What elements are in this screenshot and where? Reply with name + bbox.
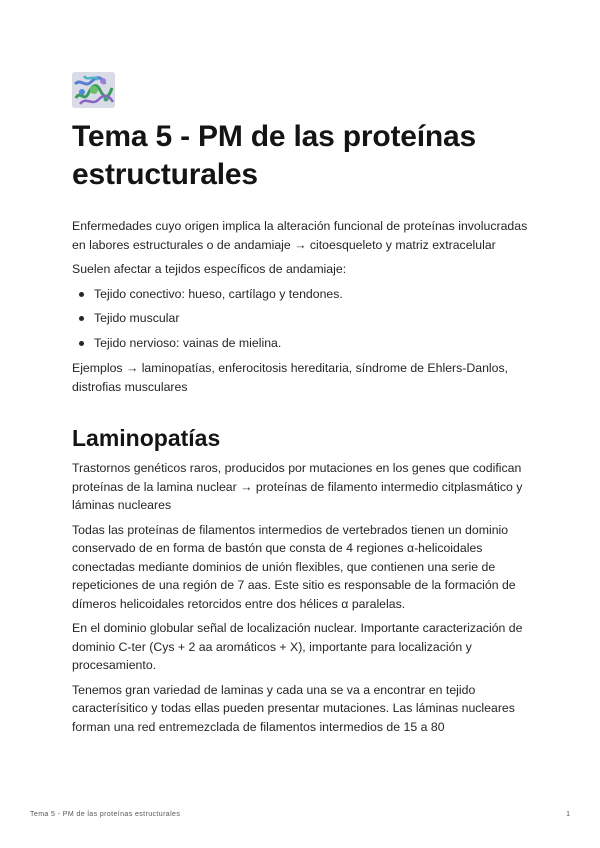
examples-paragraph: Ejemplos → laminopatías, enferocitosis hereditaria, síndrome de Ehlers-Danlos, distrofias musculares: [72, 361, 509, 394]
footer-page-number: 1: [566, 811, 570, 818]
bullet-icon: [79, 292, 84, 297]
protein-structure-icon: [72, 72, 115, 108]
list-item: [72, 285, 534, 304]
list-item: [72, 334, 534, 353]
laminopatias-paragraph-3: En el dominio globular señal de localización nuclear. Importante caracterización de dominio C-ter (Cys + 2 aa aromáticos + X), importante para localización y procesamiento.: [72, 621, 523, 672]
tissue-list: [72, 285, 534, 353]
bullet-icon: [79, 316, 84, 321]
list-item: [72, 309, 534, 328]
laminopatias-paragraph-1: Trastornos genéticos raros, producidos por mutaciones en los genes que codifican proteínas de la lamina nuclear → proteínas de filamento intermedio citplasmático y láminas nucleares: [72, 461, 523, 512]
laminopatias-paragraph-4: Tenemos gran variedad de laminas y cada una se va a encontrar en tejido caracterísitico y todas ellas pueden presentar mutaciones. Las láminas nucleares forman una red entremezclada de filamentos intermedios de 15 a 80: [72, 682, 515, 734]
list-item-text: Tejido nervioso: vainas de mielina.: [94, 335, 282, 350]
bullet-icon: [79, 341, 84, 346]
list-item-text: Tejido muscular: [94, 311, 180, 325]
footer-document-title: Tema 5 - PM de las proteínas estructurales: [30, 811, 181, 818]
tissues-intro-paragraph: Suelen afectar a tejidos específicos de andamiaje:: [72, 262, 347, 276]
list-item-text: Tejido conectivo: hueso, cartílago y tendones.: [94, 286, 343, 301]
laminopatias-paragraph-2: Todas las proteínas de filamentos intermedios de vertebrados tienen un dominio conservado de en forma de bastón que consta de 4 regiones α-helicoidales conectadas mediante dominios de unión flexibles, que contienen una serie de repeticiones de una región de 7 aas. Este sitio es responsable de la formación de dímeros helicoidales retorcidos entre dos hélices α paralelas.: [72, 522, 516, 611]
section-heading-laminopatias: Laminopatías: [72, 425, 221, 451]
page-title: Tema 5 - PM de las proteínas estructurales: [72, 120, 476, 191]
document-body: [72, 217, 534, 742]
intro-paragraph: Enfermedades cuyo origen implica la alteración funcional de proteínas involucradas en labores estructurales o de andamiaje → citoesqueleto y matriz extracelular: [72, 219, 528, 252]
